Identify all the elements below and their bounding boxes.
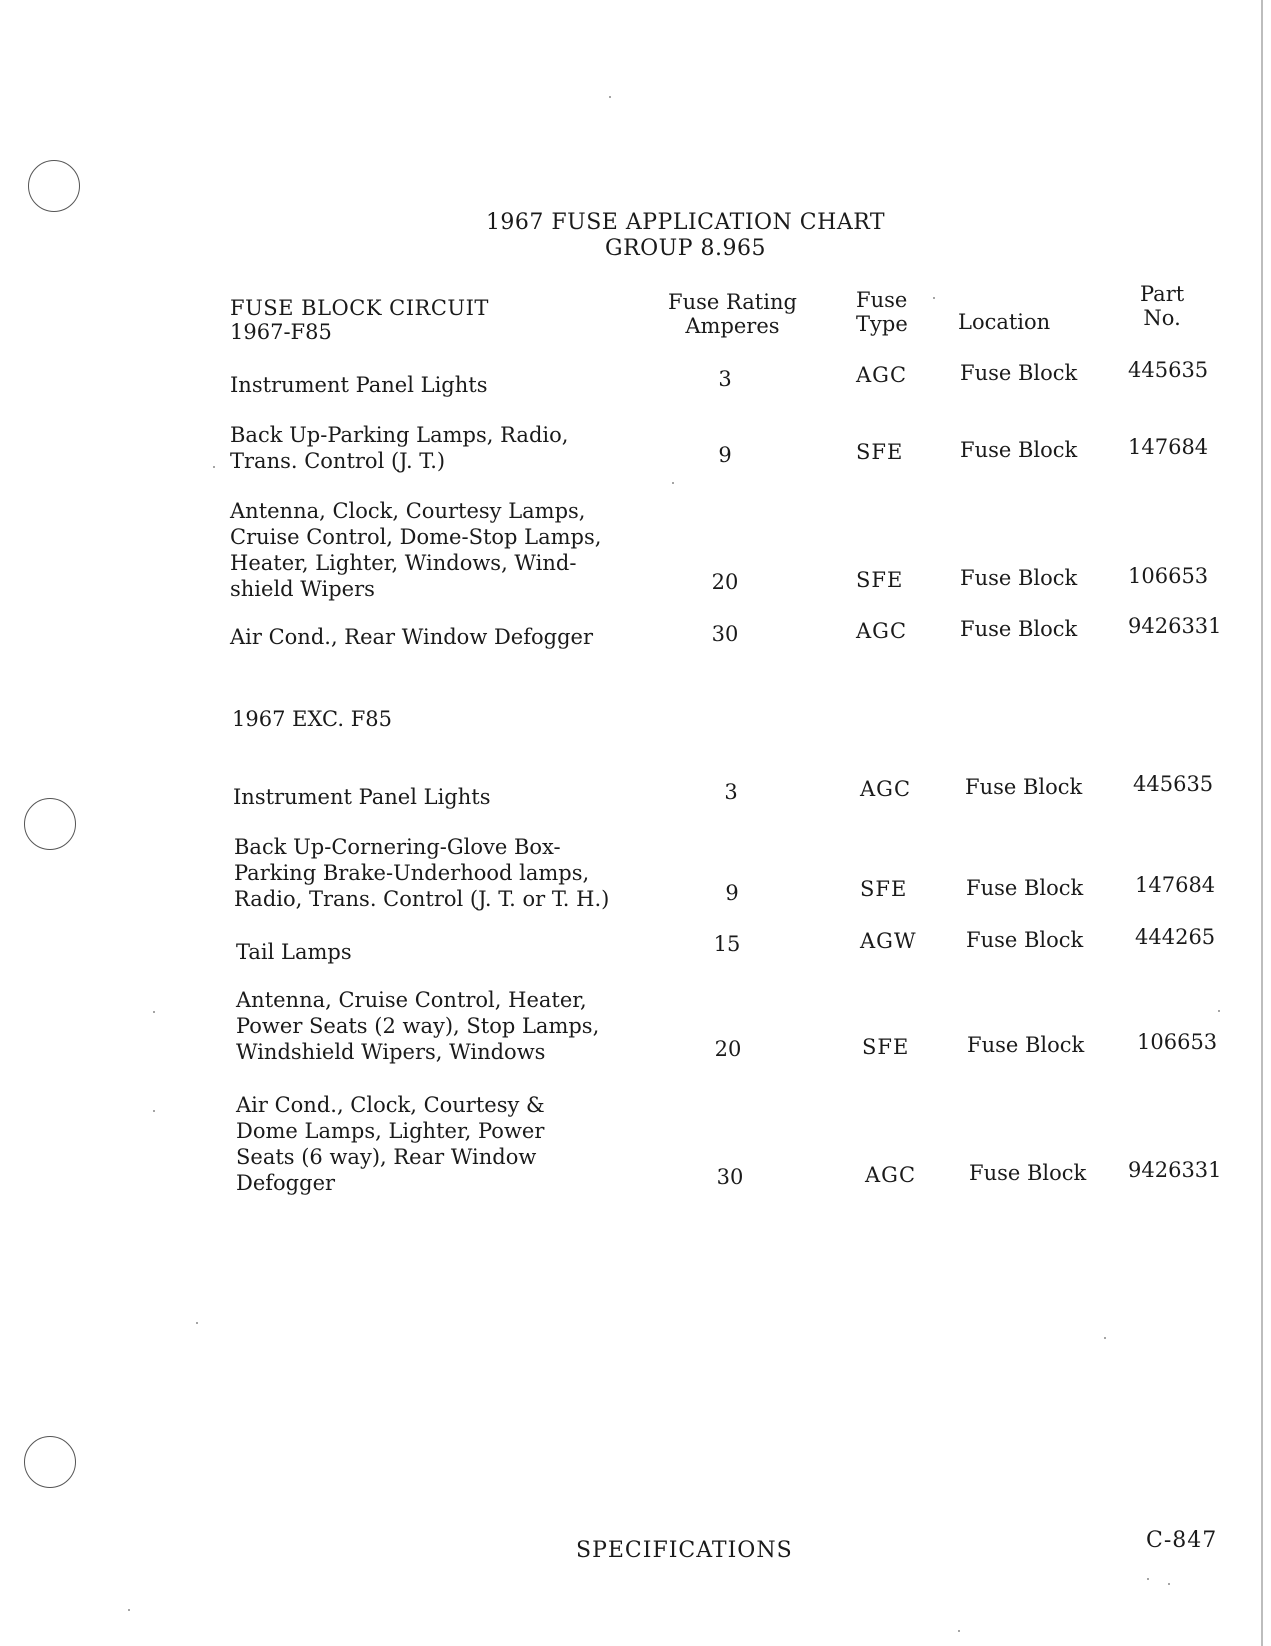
location-cell: Fuse Block — [966, 928, 1084, 952]
circuit-line: Windshield Wipers, Windows — [236, 1040, 546, 1064]
circuit-line: Dome Lamps, Lighter, Power — [236, 1119, 545, 1143]
circuit-line: Heater, Lighter, Windows, Wind- — [230, 551, 577, 575]
scan-speck — [1147, 1578, 1149, 1580]
header-circuit — [230, 296, 489, 344]
type-cell: SFE — [856, 568, 904, 592]
section-label-exc-f85: 1967 EXC. F85 — [232, 707, 392, 731]
binder-hole-top — [28, 160, 80, 212]
circuit-cell — [234, 834, 609, 912]
binder-hole-middle — [24, 798, 76, 850]
circuit-line: Instrument Panel Lights — [233, 785, 491, 809]
scan-speck — [672, 482, 674, 484]
rating-cell: 15 — [713, 932, 741, 956]
location-cell: Fuse Block — [960, 566, 1078, 590]
rating-cell: 9 — [725, 881, 739, 905]
scan-speck — [933, 297, 935, 299]
part-cell: 444265 — [1135, 925, 1216, 949]
type-cell: AGC — [856, 363, 908, 387]
footer-section-title: SPECIFICATIONS — [576, 1538, 793, 1563]
rating-cell: 30 — [711, 622, 739, 646]
scan-speck — [609, 96, 611, 98]
circuit-line: shield Wipers — [230, 577, 375, 601]
rating-cell: 3 — [724, 780, 738, 804]
circuit-line: Trans. Control (J. T.) — [230, 449, 446, 473]
rating-cell: 3 — [718, 367, 732, 391]
rating-cell: 20 — [711, 570, 739, 594]
location-cell: Fuse Block — [967, 1033, 1085, 1057]
header-rating — [668, 290, 797, 338]
scan-speck — [1168, 1583, 1170, 1585]
part-cell: 147684 — [1135, 873, 1216, 897]
circuit-cell — [236, 987, 599, 1065]
header-rating-line1: Fuse Rating — [668, 290, 797, 314]
type-cell: SFE — [860, 877, 908, 901]
header-part-line2: No. — [1143, 306, 1181, 330]
rating-cell: 30 — [716, 1165, 744, 1189]
circuit-cell — [230, 372, 487, 398]
header-location: Location — [958, 310, 1051, 334]
type-cell: AGC — [865, 1163, 917, 1187]
part-cell: 9426331 — [1128, 1158, 1222, 1182]
location-cell: Fuse Block — [965, 775, 1083, 799]
scan-speck — [153, 1011, 155, 1013]
part-cell: 147684 — [1128, 435, 1209, 459]
circuit-line: Cruise Control, Dome-Stop Lamps, — [230, 525, 602, 549]
circuit-cell — [230, 422, 568, 474]
location-cell: Fuse Block — [969, 1161, 1087, 1185]
header-part-line1: Part — [1140, 282, 1185, 306]
circuit-line: Antenna, Clock, Courtesy Lamps, — [230, 499, 586, 523]
header-rating-line2: Amperes — [685, 314, 780, 338]
circuit-cell — [233, 784, 490, 810]
scan-speck — [1104, 1337, 1106, 1339]
scan-speck — [128, 1609, 130, 1611]
circuit-line: Defogger — [236, 1171, 336, 1195]
circuit-cell — [236, 1092, 545, 1196]
header-part — [1140, 282, 1184, 330]
location-cell: Fuse Block — [966, 876, 1084, 900]
scan-speck — [213, 466, 215, 468]
circuit-line: Parking Brake-Underhood lamps, — [234, 861, 590, 885]
location-cell: Fuse Block — [960, 438, 1078, 462]
header-type-line2: Type — [856, 312, 908, 336]
circuit-line: Antenna, Cruise Control, Heater, — [236, 988, 587, 1012]
part-cell: 106653 — [1128, 564, 1209, 588]
circuit-line: Power Seats (2 way), Stop Lamps, — [236, 1014, 600, 1038]
chart-title — [0, 210, 1271, 262]
rating-cell: 9 — [718, 443, 732, 467]
circuit-line: Tail Lamps — [236, 940, 352, 964]
chart-title-line2: GROUP 8.965 — [605, 236, 766, 261]
type-cell: SFE — [862, 1035, 910, 1059]
circuit-cell — [230, 498, 601, 602]
location-cell: Fuse Block — [960, 361, 1078, 385]
circuit-line: Instrument Panel Lights — [230, 373, 488, 397]
type-cell: AGW — [860, 929, 917, 953]
header-type — [856, 288, 908, 336]
location-cell: Fuse Block — [960, 617, 1078, 641]
binder-hole-bottom — [24, 1436, 76, 1488]
type-cell: AGC — [860, 777, 912, 801]
footer-page-number: C-847 — [1146, 1528, 1218, 1553]
scan-speck — [958, 1630, 960, 1632]
circuit-line: Back Up-Cornering-Glove Box- — [234, 835, 561, 859]
circuit-cell — [230, 624, 593, 650]
circuit-line: Air Cond., Clock, Courtesy & — [236, 1093, 545, 1117]
type-cell: AGC — [856, 619, 908, 643]
rating-cell: 20 — [714, 1037, 742, 1061]
header-type-line1: Fuse — [856, 288, 908, 312]
circuit-line: Radio, Trans. Control (J. T. or T. H.) — [234, 887, 610, 911]
scan-speck — [1218, 1010, 1220, 1012]
scan-speck — [196, 1322, 198, 1324]
part-cell: 9426331 — [1128, 614, 1222, 638]
chart-title-line1: 1967 FUSE APPLICATION CHART — [485, 210, 886, 235]
part-cell: 445635 — [1133, 772, 1214, 796]
header-circuit-line2: 1967-F85 — [230, 320, 332, 344]
circuit-line: Back Up-Parking Lamps, Radio, — [230, 423, 569, 447]
circuit-line: Air Cond., Rear Window Defogger — [230, 625, 593, 649]
part-cell: 106653 — [1137, 1030, 1218, 1054]
scan-speck — [153, 1110, 155, 1112]
type-cell: SFE — [856, 440, 904, 464]
circuit-line: Seats (6 way), Rear Window — [236, 1145, 537, 1169]
circuit-cell — [236, 939, 352, 965]
part-cell: 445635 — [1128, 358, 1209, 382]
header-circuit-line1: FUSE BLOCK CIRCUIT — [230, 296, 489, 320]
